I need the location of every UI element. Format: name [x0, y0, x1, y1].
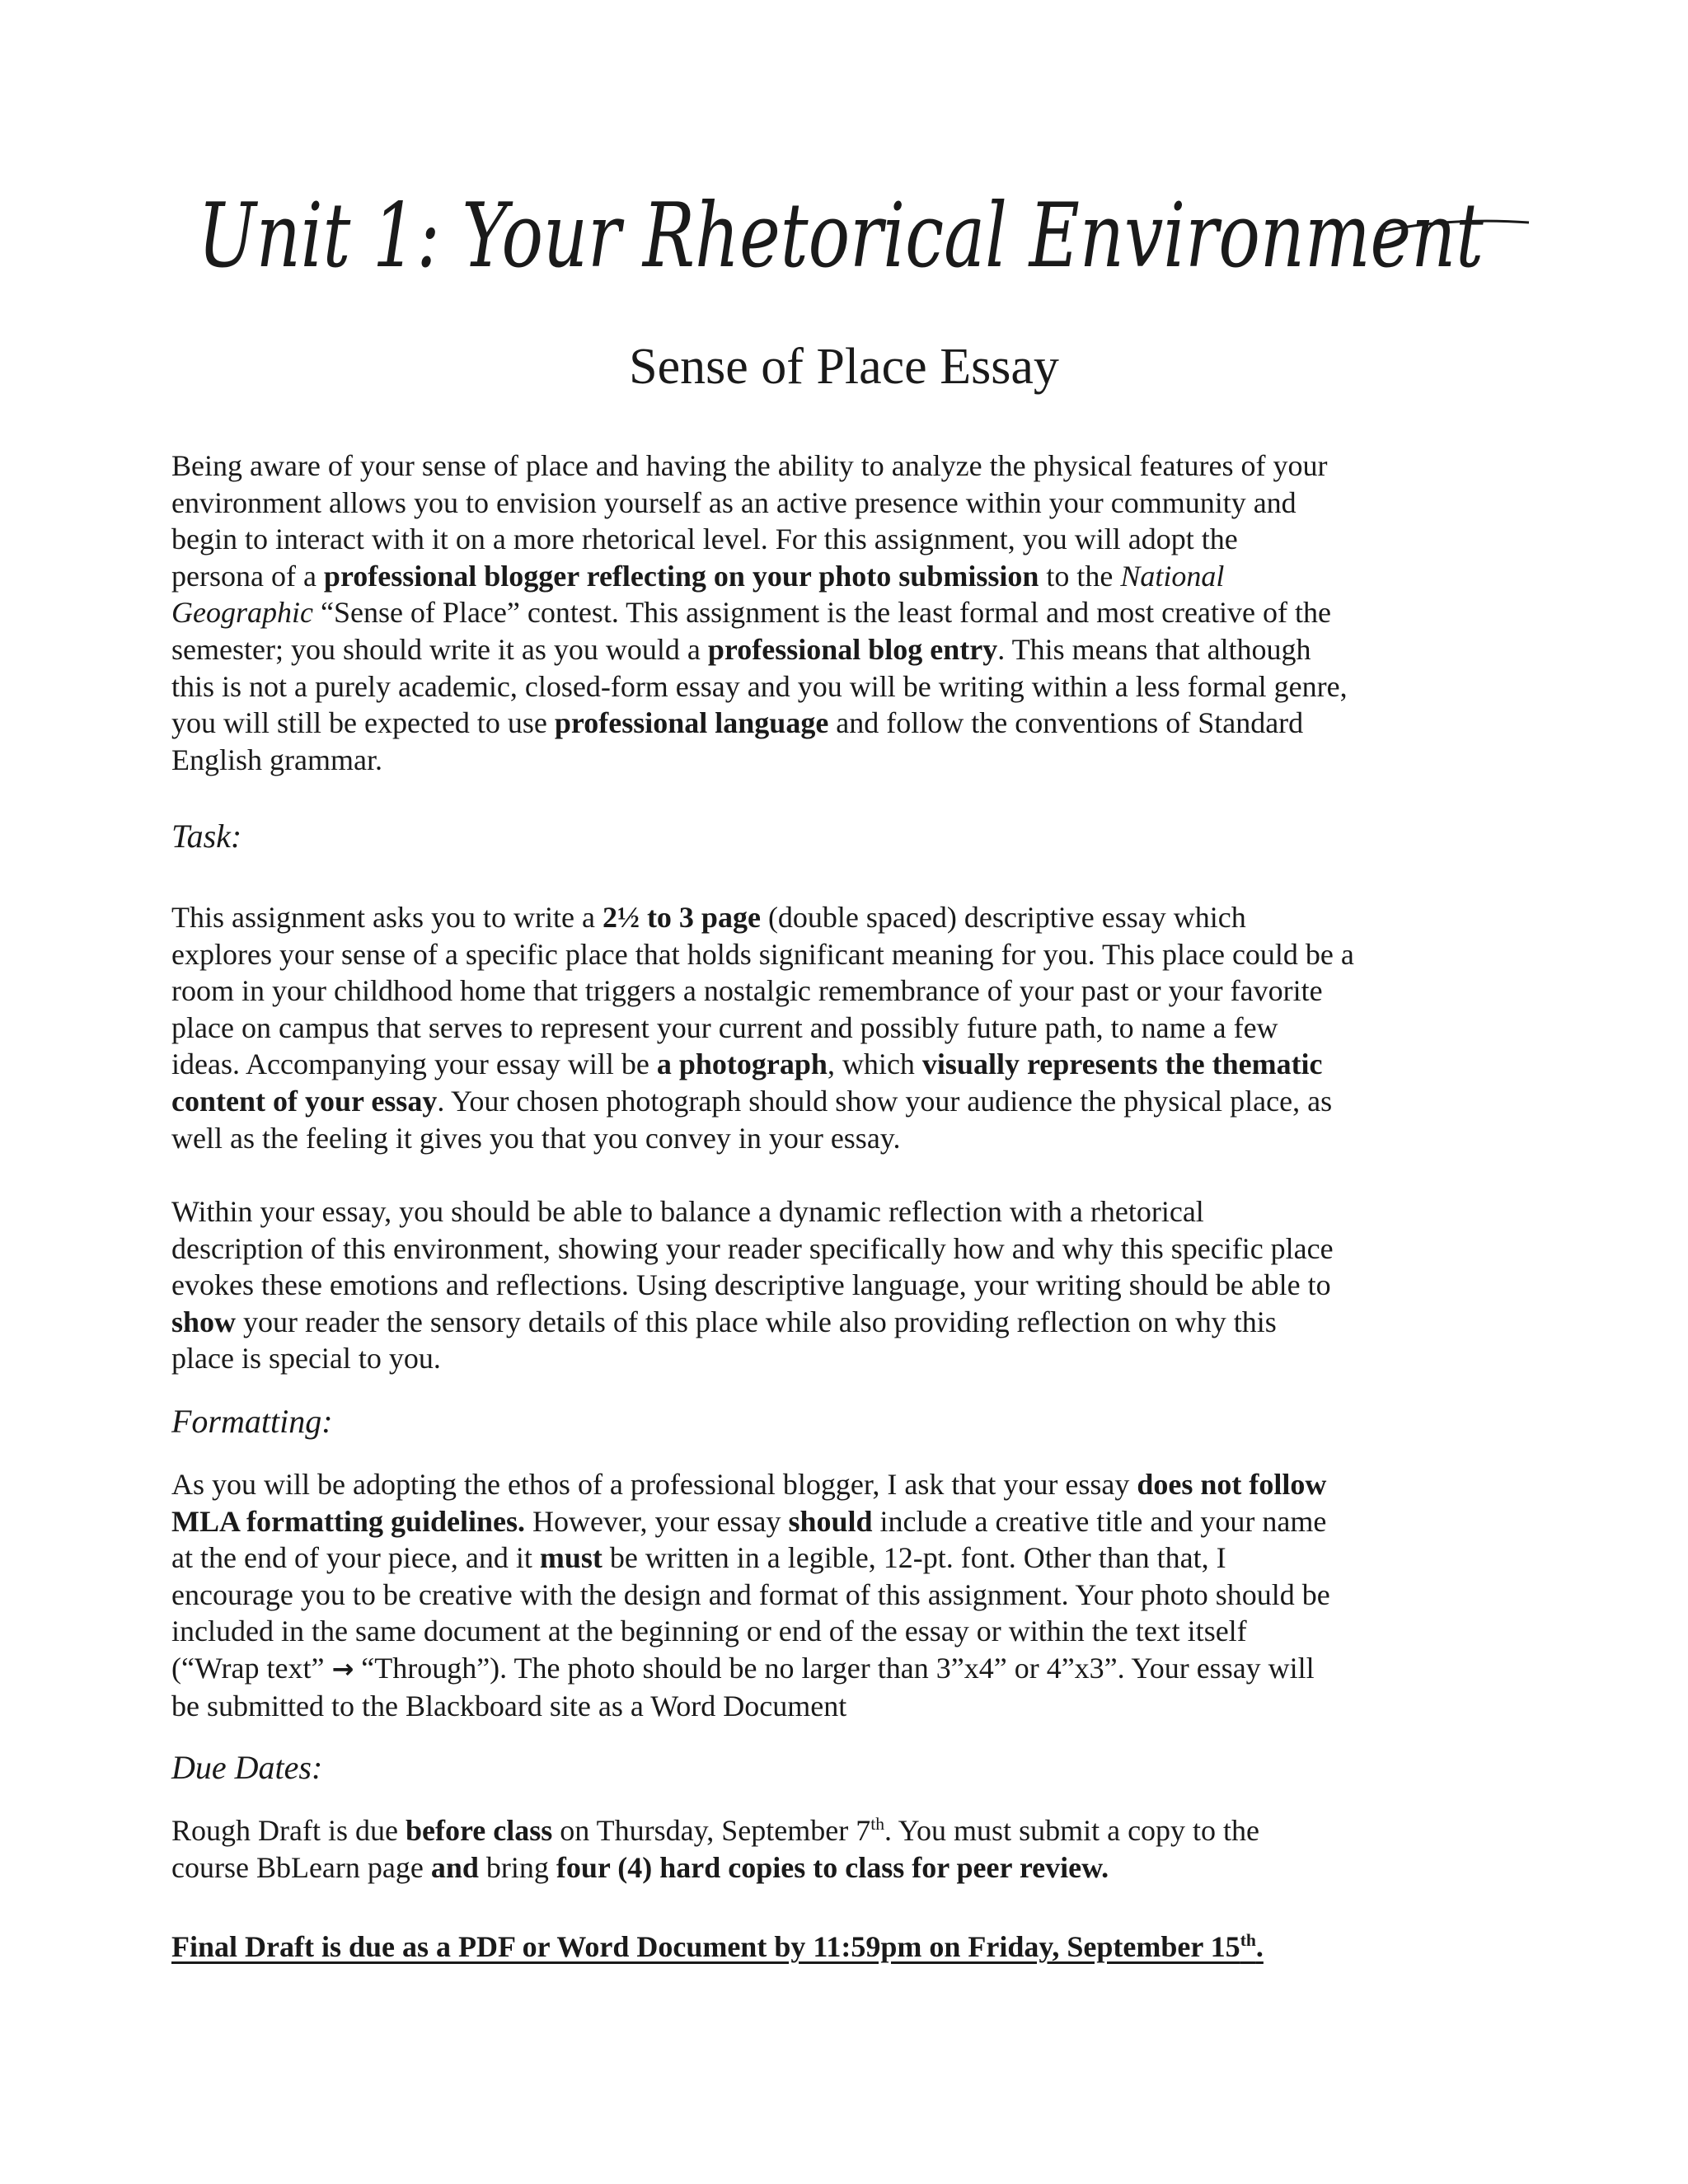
text-run: “Sense of Place” contest. This assignment is the least formal and most creative of the — [312, 596, 1331, 630]
text-run: (double spaced) descriptive essay which — [760, 901, 1246, 934]
text-run: . You must submit a copy to the — [884, 1814, 1260, 1847]
text-run: include a creative title and your name — [872, 1504, 1327, 1538]
text-run: on Thursday, September 7 — [552, 1814, 871, 1847]
intro-paragraph — [171, 448, 1498, 778]
text-run: However, your essay — [525, 1504, 789, 1538]
bold-text: and — [430, 1850, 479, 1884]
bold-text: does not follow — [1137, 1468, 1327, 1501]
bold-text: professional language — [554, 706, 829, 740]
final-draft-line — [171, 1929, 1498, 1966]
task-line: place on campus that serves to represent your current and possibly future path, to name a few — [171, 1010, 1278, 1044]
unit-title-text: Unit 1: Your Rhetorical Environment — [198, 185, 1484, 288]
formatting-line: included in the same document at the beginning or end of the essay or within the text itself — [171, 1615, 1247, 1648]
text-run: persona of a — [171, 559, 324, 593]
bold-text: professional blog entry — [707, 632, 998, 666]
task-line — [171, 1046, 1498, 1083]
text-run: semester; you should write it as you would a — [171, 632, 708, 666]
bold-text: show — [171, 1305, 237, 1338]
text-run: ideas. Accompanying your essay will be — [171, 1047, 657, 1081]
formatting-paragraph — [171, 1466, 1498, 1724]
text-run: (“Wrap text” — [171, 1651, 332, 1685]
text-run: “Through”). The photo should be no larger than 3”x4” or 4”x3”. Your essay will — [354, 1651, 1315, 1685]
italic-text: Geographic — [171, 596, 313, 630]
document-title: Sense of Place Essay — [629, 339, 1059, 395]
rough-draft-line — [171, 1849, 1498, 1886]
formatting-line: be submitted to the Blackboard site as a Word Document — [171, 1689, 847, 1722]
task-line — [171, 899, 1498, 936]
right-arrow-icon: → — [331, 1652, 354, 1685]
text-run: As you will be adopting the ethos of a professional blogger, I ask that your essay — [171, 1468, 1137, 1501]
text-run: , which — [827, 1047, 922, 1081]
text-run: . Your chosen photograph should show your audience the physical place, as — [437, 1084, 1333, 1118]
task-line: Within your essay, you should be able to balance a dynamic reflection with a rhetorical — [171, 1195, 1204, 1228]
text-run: . — [1255, 1930, 1264, 1963]
text-run: This assignment asks you to write a — [171, 901, 603, 934]
formatting-line — [171, 1650, 1498, 1688]
bold-text: before class — [405, 1814, 553, 1847]
due-dates-heading: Due Dates: — [171, 1749, 323, 1786]
formatting-line — [171, 1503, 1498, 1540]
superscript: th — [870, 1814, 884, 1834]
rough-draft-line — [171, 1812, 1498, 1849]
final-draft-paragraph — [171, 1929, 1498, 1966]
task-line: room in your childhood home that triggers a nostalgic remembrance of your past or your favorite — [171, 974, 1323, 1008]
formatting-line: encourage you to be creative with the design and format of this assignment. Your photo should be — [171, 1577, 1330, 1611]
intro-line: begin to interact with it on a more rhetorical level. For this assignment, you will adopt the — [171, 523, 1238, 556]
text-run: at the end of your piece, and it — [171, 1541, 540, 1575]
unit-title-script — [198, 185, 1533, 303]
task-line: well as the feeling it gives you that you convey in your essay. — [171, 1121, 901, 1155]
intro-line — [171, 631, 1498, 668]
text-run: to the — [1039, 559, 1121, 593]
text-run: course BbLearn page — [171, 1850, 431, 1884]
intro-line: English grammar. — [171, 743, 382, 776]
formatting-line — [171, 1466, 1498, 1503]
bold-text: 2½ to 3 page — [602, 901, 761, 934]
bold-text: should — [788, 1504, 873, 1538]
bold-text: four (4) hard copies to class for peer review. — [556, 1850, 1109, 1884]
task-line: description of this environment, showing your reader specifically how and why this specific place — [171, 1231, 1334, 1265]
bold-text: content of your essay — [171, 1084, 438, 1118]
task-line: place is special to you. — [171, 1342, 441, 1376]
task-line: evokes these emotions and reflections. Using descriptive language, your writing should be able to — [171, 1268, 1331, 1302]
intro-line — [171, 558, 1498, 595]
task-line — [171, 1083, 1498, 1120]
italic-text: National — [1120, 559, 1225, 593]
text-run: your reader the sensory details of this place while also providing reflection on why this — [236, 1305, 1277, 1338]
text-run: Rough Draft is due — [171, 1814, 406, 1847]
task-heading: Task: — [171, 818, 242, 855]
text-run: and follow the conventions of Standard — [828, 706, 1304, 740]
formatting-heading: Formatting: — [171, 1403, 333, 1440]
task-line: explores your sense of a specific place that holds significant meaning for you. This place could be a — [171, 937, 1354, 971]
bold-text: a photograph — [656, 1047, 828, 1081]
text-run: be written in a legible, 12-pt. font. Other than that, I — [602, 1541, 1226, 1575]
text-run: bring — [478, 1850, 556, 1884]
bold-text: must — [539, 1541, 603, 1575]
task-paragraph-2 — [171, 1193, 1498, 1377]
intro-line — [171, 594, 1498, 631]
final-draft-text: Final Draft is due as a PDF or Word Document by 11:59pm on Friday, September 15 — [171, 1930, 1240, 1963]
intro-line: this is not a purely academic, closed-form essay and you will be writing within a less formal genre, — [171, 669, 1348, 703]
bold-text: MLA formatting guidelines. — [171, 1504, 525, 1538]
formatting-line — [171, 1540, 1498, 1577]
text-run: . This means that although — [997, 632, 1311, 666]
task-paragraph-1 — [171, 899, 1498, 1156]
bold-text: professional blogger reflecting on your photo submission — [323, 559, 1039, 593]
text-run: you will still be expected to use — [171, 706, 555, 740]
superscript: th — [1240, 1930, 1256, 1950]
bold-text: visually represents the thematic — [921, 1047, 1323, 1081]
intro-line — [171, 705, 1498, 742]
task-line — [171, 1304, 1498, 1341]
intro-line: environment allows you to envision yourself as an active presence within your community and — [171, 485, 1296, 519]
intro-line: Being aware of your sense of place and having the ability to analyze the physical features of your — [171, 449, 1328, 482]
unit-title — [198, 185, 1533, 303]
rough-draft-paragraph — [171, 1812, 1498, 1886]
